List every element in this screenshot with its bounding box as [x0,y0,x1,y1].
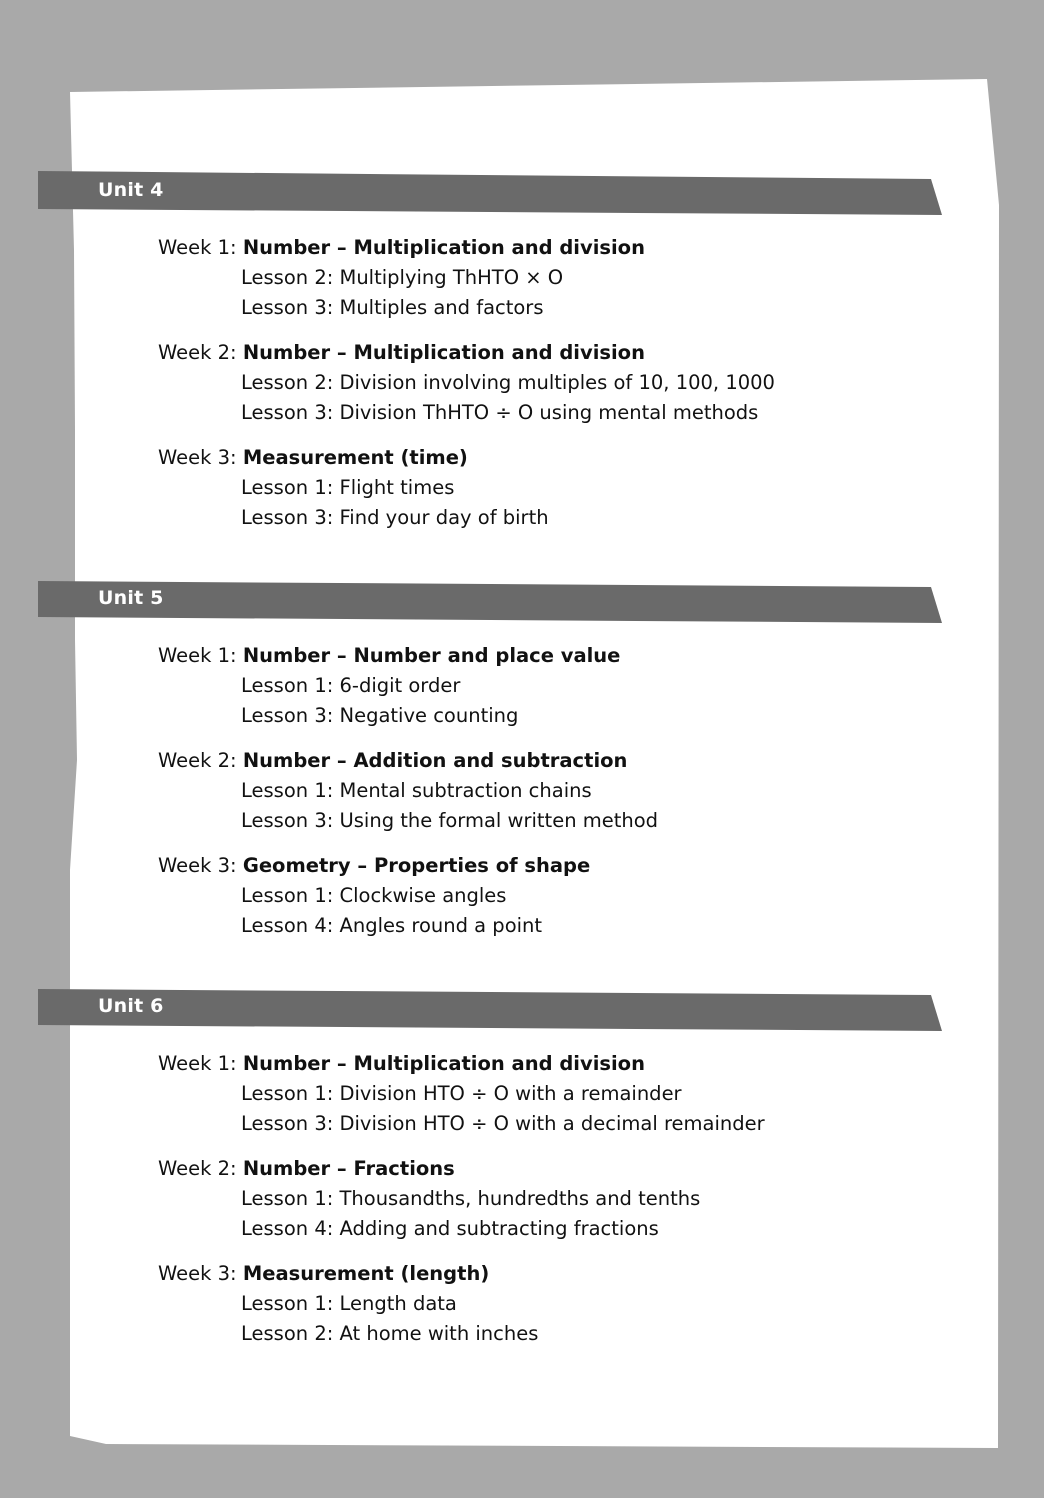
lesson-item: Lesson 3: Using the formal written method [241,809,659,832]
week-topic: Measurement (length) [242,1262,490,1285]
week-item [158,851,958,941]
week-item [158,641,958,731]
week-list [158,233,958,548]
week-label: Week 2: [158,1157,237,1180]
week-item [158,1154,958,1244]
banner-shape [38,171,942,217]
unit-banner [38,987,942,1033]
week-item [158,338,958,428]
week-topic: Number – Addition and subtraction [242,749,628,772]
week-heading [158,851,958,881]
lesson-item: Lesson 1: Clockwise angles [241,884,507,907]
lesson-item: Lesson 2: At home with inches [241,1322,539,1345]
week-topic: Number – Fractions [242,1157,455,1180]
week-heading [158,1049,958,1079]
week-label: Week 1: [158,236,237,259]
week-label: Week 1: [158,644,237,667]
lesson-item: Lesson 4: Angles round a point [241,914,543,937]
lesson-item: Lesson 3: Multiples and factors [241,296,544,319]
week-heading [158,1154,958,1184]
week-topic: Number – Multiplication and division [242,341,645,364]
unit-title: Unit 5 [98,587,164,609]
week-item [158,233,958,323]
week-heading [158,641,958,671]
lesson-item: Lesson 1: Mental subtraction chains [241,779,592,802]
lesson-item: Lesson 1: Thousandths, hundredths and tenths [241,1187,701,1210]
lesson-item: Lesson 3: Division HTO ÷ O with a decimal remainder [241,1112,765,1135]
lesson-item: Lesson 2: Division involving multiples of 10, 100, 1000 [241,371,775,394]
week-topic: Geometry – Properties of shape [242,854,591,877]
banner-shape [38,987,942,1033]
lesson-item: Lesson 1: Length data [241,1292,457,1315]
week-heading [158,338,958,368]
week-topic: Number – Number and place value [242,644,621,667]
week-label: Week 2: [158,341,237,364]
week-item [158,1049,958,1139]
week-label: Week 2: [158,749,237,772]
lesson-item: Lesson 3: Find your day of birth [241,506,549,529]
week-heading [158,443,958,473]
week-label: Week 3: [158,1262,237,1285]
week-list [158,641,958,956]
unit-banner [38,579,942,625]
unit-banner [38,171,942,217]
week-item [158,1259,958,1349]
lesson-item: Lesson 2: Multiplying ThHTO × O [241,266,564,289]
week-list [158,1049,958,1364]
week-heading [158,233,958,263]
lesson-item: Lesson 3: Negative counting [241,704,519,727]
week-label: Week 1: [158,1052,237,1075]
week-topic: Number – Multiplication and division [242,1052,645,1075]
week-label: Week 3: [158,446,237,469]
lesson-item: Lesson 1: 6-digit order [241,674,461,697]
lesson-item: Lesson 4: Adding and subtracting fractions [241,1217,659,1240]
week-heading [158,1259,958,1289]
week-topic: Number – Multiplication and division [242,236,645,259]
banner-shape [38,579,942,625]
lesson-item: Lesson 1: Flight times [241,476,455,499]
unit-title: Unit 6 [98,995,164,1017]
unit-title: Unit 4 [98,179,164,201]
week-item [158,746,958,836]
week-heading [158,746,958,776]
lesson-item: Lesson 3: Division ThHTO ÷ O using mental methods [241,401,759,424]
week-item [158,443,958,533]
week-label: Week 3: [158,854,237,877]
lesson-item: Lesson 1: Division HTO ÷ O with a remainder [241,1082,682,1105]
week-topic: Measurement (time) [242,446,468,469]
